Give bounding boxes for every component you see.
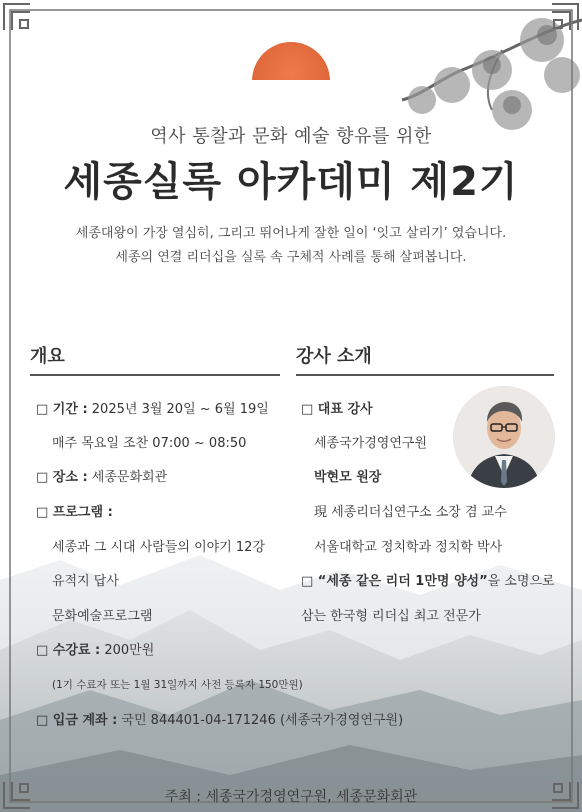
host-footer: 주최 : 세종국가경영연구원, 세종문화회관 bbox=[164, 789, 418, 805]
lecturer-org: 세종국가경영연구원 bbox=[314, 436, 428, 451]
lecturer-mission bbox=[301, 570, 555, 589]
program-item-3: 문화예술프로그램 bbox=[52, 609, 153, 624]
intro-line-1: 세종대왕이 가장 열심히, 그리고 뛰어나게 잘한 일이 ‘잇고 살리기’ 였습니다. bbox=[75, 226, 507, 241]
period-label: □ 기간 : bbox=[36, 402, 88, 417]
fee-label: □ 수강료 : bbox=[36, 643, 101, 658]
period-value: 2025년 3월 20일 ~ 6월 19일 bbox=[87, 402, 269, 417]
period-line bbox=[36, 398, 269, 417]
account-label: □ 입금 계좌 : bbox=[36, 713, 118, 728]
mission-quote: □ “세종 같은 리더 1만명 양성” bbox=[301, 574, 488, 589]
subtitle: 역사 통찰과 문화 예술 향유를 위한 bbox=[150, 126, 432, 147]
venue-line bbox=[36, 466, 167, 485]
fee-line bbox=[36, 639, 154, 658]
account-value: 국민 844401-04-171246 (세종국가경영연구원) bbox=[117, 713, 404, 728]
venue-label: □ 장소 : bbox=[36, 470, 88, 485]
lecturer-mission-line-2: 삼는 한국형 리더십 최고 전문가 bbox=[301, 609, 481, 624]
lecturer-bio-2: 서울대학교 정치학과 정치학 박사 bbox=[314, 540, 503, 555]
intro-text bbox=[0, 222, 582, 270]
fee-value: 200만원 bbox=[100, 643, 155, 658]
overview-heading: 개요 bbox=[30, 342, 280, 376]
account-line bbox=[36, 709, 403, 728]
program-item-1: 세종과 그 시대 사람들의 이야기 12강 bbox=[52, 540, 266, 555]
lecturer-heading: 강사 소개 bbox=[296, 342, 554, 376]
lecturer-name: 박현모 원장 bbox=[314, 470, 382, 485]
period-detail: 매주 목요일 조찬 07:00 ~ 08:50 bbox=[52, 436, 247, 451]
lecturer-photo bbox=[453, 386, 555, 488]
page-title: 세종실록 아카데미 제2기 bbox=[63, 159, 519, 205]
role-label: □ 대표 강사 bbox=[301, 402, 373, 417]
lecturer-bio-1: 現 세종리더십연구소 소장 겸 교수 bbox=[314, 505, 507, 520]
mission-rest: 을 소명으로 bbox=[487, 574, 555, 589]
program-item-2: 유적지 답사 bbox=[52, 574, 119, 589]
intro-line-2: 세종의 연결 리더십을 실록 속 구체적 사례를 통해 살펴봅니다. bbox=[115, 250, 467, 265]
fee-note: (1기 수료자 또는 1월 31일까지 사전 등록자 150만원) bbox=[52, 679, 303, 691]
horizon-line bbox=[252, 80, 330, 82]
program-label: □ 프로그램 : bbox=[36, 505, 113, 520]
venue-value: 세종문화회관 bbox=[87, 470, 168, 485]
